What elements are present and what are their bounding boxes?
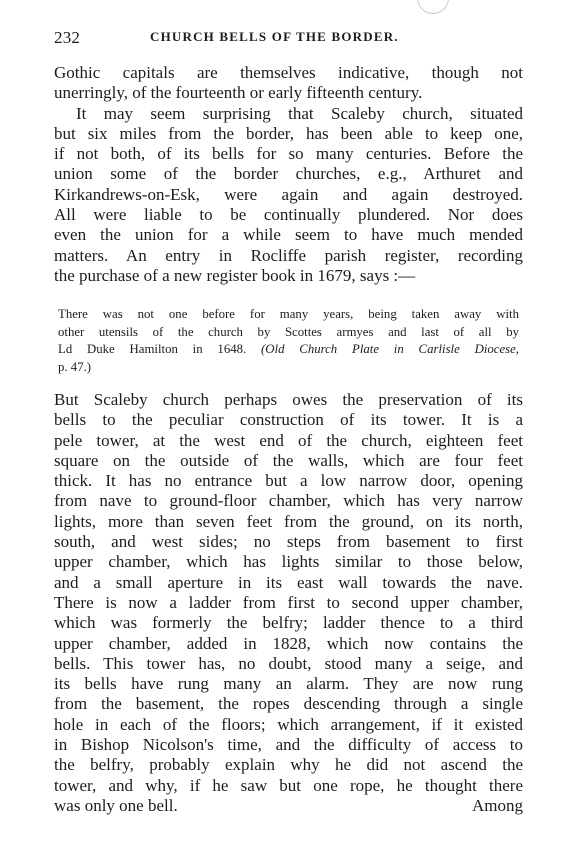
running-title: CHURCH BELLS OF THE BORDER. [150, 29, 399, 44]
text-line: union some of the border churches, e.g., Arthuret and [54, 164, 523, 184]
quote-line-with-reference [58, 341, 519, 359]
text-line: It may seem surprising that Scaleby church, situated [76, 103, 523, 123]
text-line: hole in each of the floors; which arrangement, if it existed [54, 714, 523, 734]
text-line: matters. An entry in Rocliffe parish register, recording [54, 245, 523, 265]
page-number: 232 [54, 28, 81, 47]
page-corner-mark [417, 0, 449, 14]
text-line: All were liable to be continually plundered. Nor does [54, 205, 523, 225]
text-line: upper chamber, added in 1828, which now contains the [54, 633, 523, 653]
text-line: the purchase of a new register book in 1679, says :— [54, 265, 416, 285]
quote-line: other utensils of the church by Scottes armyes and last of all by [58, 324, 519, 339]
final-line [54, 796, 523, 816]
text-line: lights, more than seven feet from the ground, on its north, [54, 511, 523, 531]
text-line: the belfry, probably explain why he did not ascend the [54, 755, 523, 775]
text-line: and a small aperture in its east wall towards the nave. [54, 572, 523, 592]
text-line: square on the outside of the walls, which are four feet [54, 450, 523, 470]
text-line: pele tower, at the west end of the church, eighteen feet [54, 430, 523, 450]
text-line: thick. It has no entrance but a low narrow door, opening [54, 471, 523, 491]
text-line: which was formerly the belfry; ladder thence to a third [54, 613, 523, 633]
text-line: from nave to ground-floor chamber, which has very narrow [54, 491, 523, 511]
text-line: There is now a ladder from first to second upper chamber, [54, 592, 523, 612]
quote-line: p. 47.) [58, 359, 92, 374]
text-line: in Bishop Nicolson's time, and the difficulty of access to [54, 735, 523, 755]
text-line: Gothic capitals are themselves indicative, though not [54, 63, 523, 82]
text-line: upper chamber, which has lights similar to those below, [54, 552, 523, 572]
text-line: south, and west sides; no steps from basement to first [54, 532, 523, 552]
text-line: But Scaleby church perhaps owes the preservation of its [54, 390, 523, 409]
text-line: bells. This tower has, no doubt, stood many a seige, and [54, 653, 523, 673]
text-line: if not both, of its bells for so many centuries. Before the [54, 144, 523, 164]
page-header [54, 28, 523, 50]
text-line: Kirkandrews-on-Esk, were again and again destroyed. [54, 184, 523, 204]
text-line: but six miles from the border, has been able to keep one, [54, 123, 523, 143]
final-line-text: was only one bell. [54, 796, 178, 815]
text-line: bells to the peculiar construction of its tower. It is a [54, 410, 523, 430]
second-paragraph-block [54, 390, 523, 796]
text-line: its bells have rung many an alarm. They are now rung [54, 674, 523, 694]
text-line: tower, and why, if he saw but one rope, he thought there [54, 775, 523, 795]
first-paragraph-block [54, 63, 523, 286]
text-line: from the basement, the ropes descending through a single [54, 694, 523, 714]
quotation-block [58, 306, 519, 376]
quote-reference: (Old Church Plate in Carlisle Diocese, [261, 342, 520, 357]
text-line: even the union for a while seem to have much mended [54, 225, 523, 245]
text-line: unerringly, of the fourteenth or early fifteenth century. [54, 83, 423, 103]
quote-line-text: Ld Duke Hamilton in 1648. [58, 342, 247, 357]
quote-line: There was not one before for many years, being taken away with [58, 307, 519, 321]
catchword: Among [472, 796, 523, 815]
